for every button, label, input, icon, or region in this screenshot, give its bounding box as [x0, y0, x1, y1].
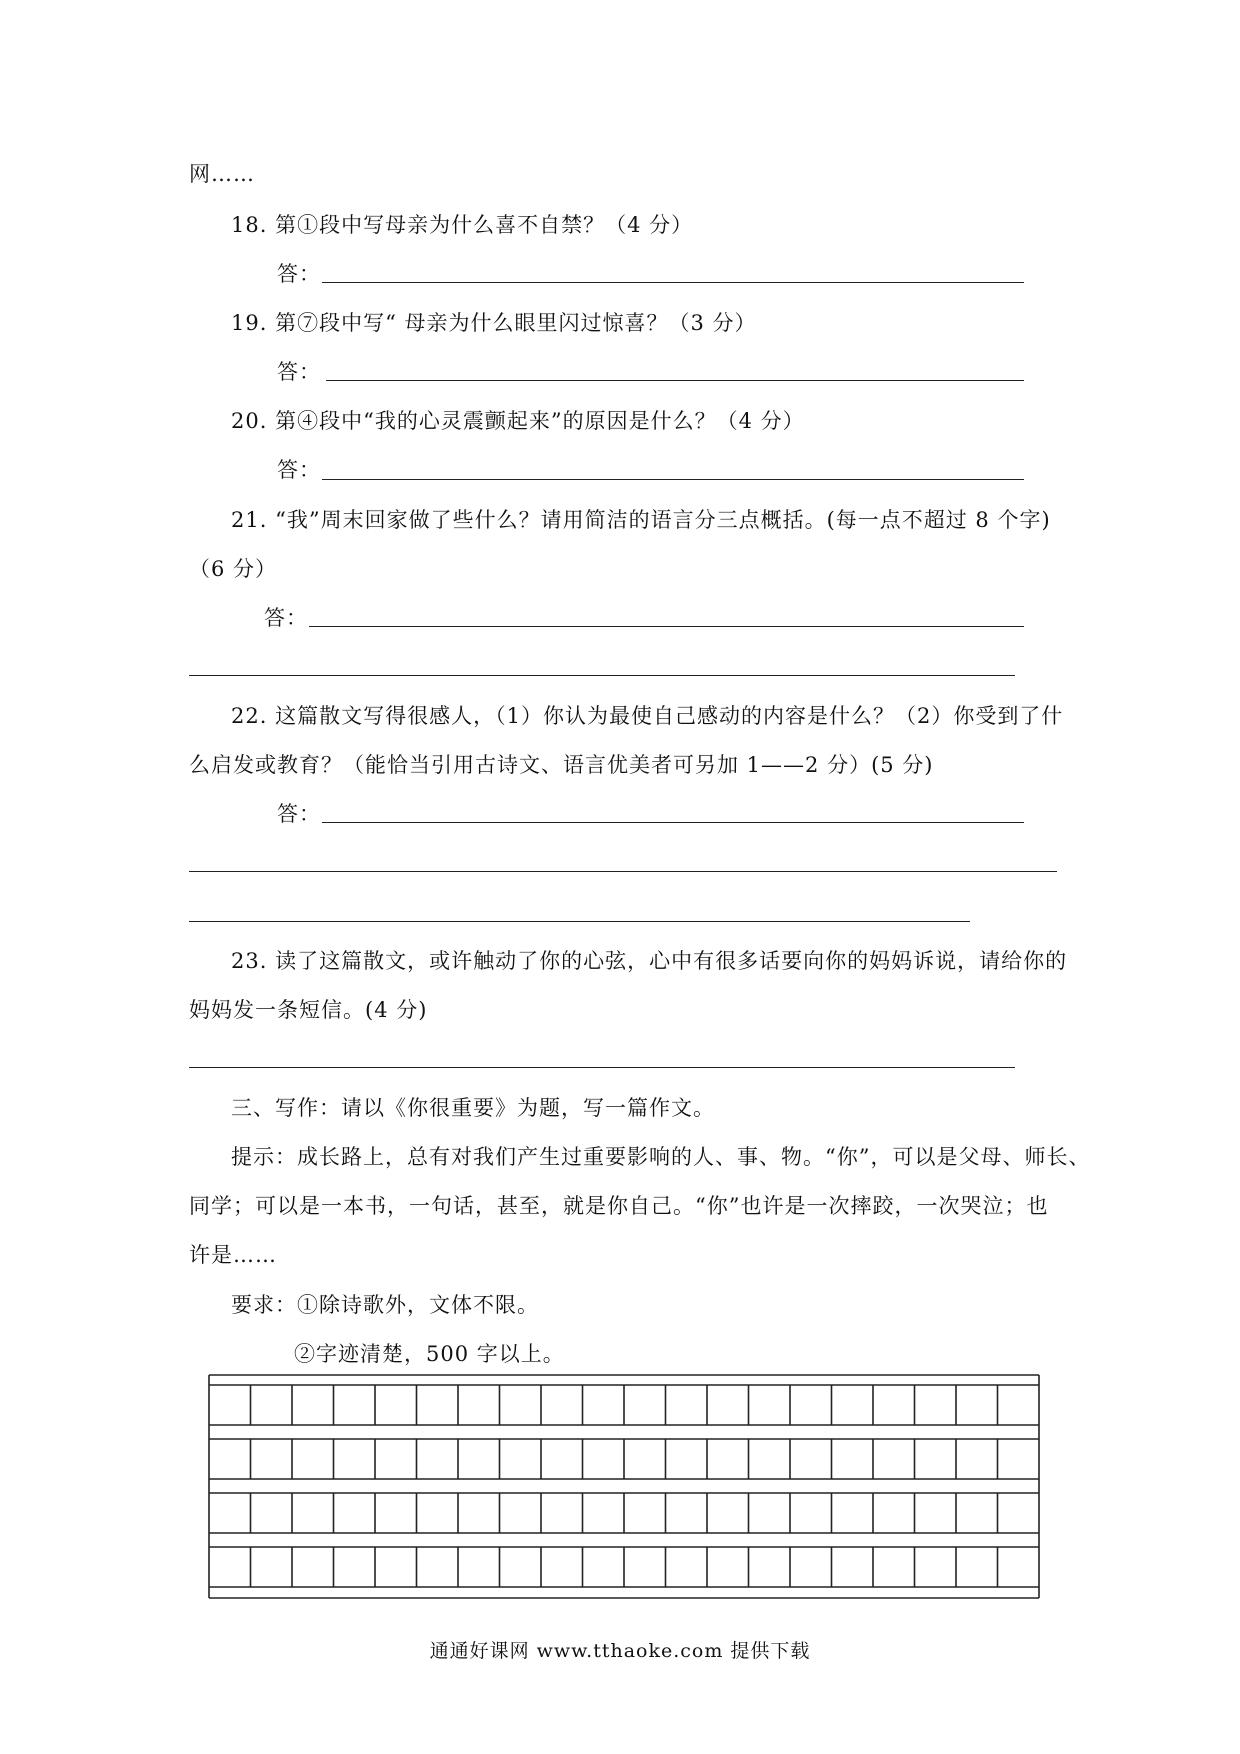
answer-line[interactable]	[189, 1067, 1015, 1068]
answer-line[interactable]	[322, 479, 1024, 480]
answer-label: 答：	[264, 606, 308, 630]
question-text: “我”周末回家做了些什么？请用简洁的语言分三点概括。(每一点不超过 8 个字)	[275, 508, 1051, 532]
question-text: 这篇散文写得很感人，（1）你认为最使自己感动的内容是什么？（2）你受到了什	[275, 704, 1064, 728]
answer-line[interactable]	[322, 822, 1024, 823]
answer-line[interactable]	[322, 282, 1024, 283]
writing-requirement-1: 要求：①除诗歌外，文体不限。	[231, 1293, 539, 1317]
question-text: 读了这篇散文，或许触动了你的心弦，心中有很多话要向你的妈妈诉说，请给你的	[275, 949, 1068, 973]
question-22	[231, 702, 1063, 730]
footer-source: 通通好课网 www.tthaoke.com 提供下载	[429, 1640, 811, 1662]
answer-label: 答：	[277, 458, 321, 482]
continuation-text: 网……	[189, 162, 255, 186]
writing-requirement-2: ②字迹清楚，500 字以上。	[294, 1342, 565, 1366]
answer-label: 答：	[277, 802, 321, 826]
answer-line[interactable]	[309, 626, 1024, 627]
question-text-continued: （6 分）	[189, 557, 278, 581]
question-text-continued: 么启发或教育？（能恰当引用古诗文、语言优美者可另加 1——2 分）(5 分)	[189, 753, 934, 777]
answer-line[interactable]	[326, 380, 1024, 381]
question-number: 18.	[231, 213, 268, 237]
answer-label: 答：	[277, 360, 321, 384]
writing-hint-continued: 许是……	[189, 1243, 277, 1267]
question-18	[231, 211, 693, 239]
question-23	[231, 947, 1067, 975]
composition-grid[interactable]	[208, 1374, 1040, 1599]
question-number: 22.	[231, 704, 268, 728]
answer-line[interactable]	[189, 871, 1057, 872]
question-20	[231, 407, 805, 435]
answer-line[interactable]	[189, 675, 1015, 676]
question-19	[231, 309, 757, 337]
question-text: 第①段中写母亲为什么喜不自禁？（4 分）	[275, 213, 694, 237]
question-text-continued: 妈妈发一条短信。(4 分)	[189, 998, 428, 1022]
question-21	[231, 506, 1051, 534]
question-text: 第⑦段中写“ 母亲为什么眼里闪过惊喜？（3 分）	[275, 311, 757, 335]
answer-line[interactable]	[189, 921, 970, 922]
answer-label: 答：	[277, 262, 321, 286]
question-number: 23.	[231, 949, 268, 973]
writing-hint: 提示：成长路上，总有对我们产生过重要影响的人、事、物。“你”，可以是父母、师长、	[231, 1145, 1091, 1169]
question-number: 19.	[231, 311, 268, 335]
question-text: 第④段中“我的心灵震颤起来”的原因是什么？（4 分）	[275, 409, 805, 433]
writing-heading: 三、写作：请以《你很重要》为题，写一篇作文。	[231, 1096, 715, 1120]
writing-hint-continued: 同学；可以是一本书，一句话，甚至，就是你自己。“你”也许是一次摔跤，一次哭泣；也	[189, 1194, 1049, 1218]
question-number: 20.	[231, 409, 268, 433]
question-number: 21.	[231, 508, 268, 532]
